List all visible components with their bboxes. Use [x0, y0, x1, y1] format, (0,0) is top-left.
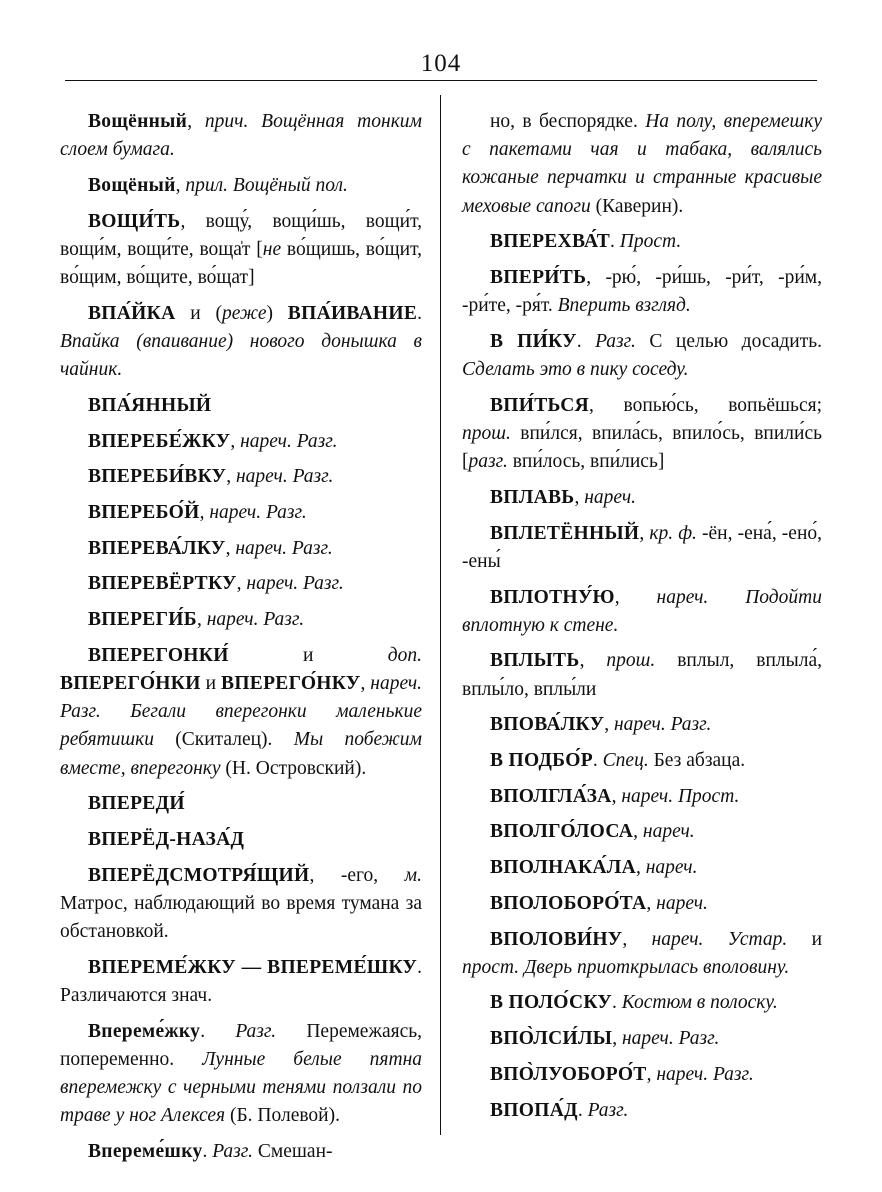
italic-text: нареч. Разг. — [246, 573, 344, 595]
entry-text: , — [199, 501, 210, 523]
entry-text: , — [604, 714, 614, 736]
dictionary-entry — [60, 570, 422, 598]
entry-text: и — [787, 928, 823, 950]
italic-text: прост. Дверь приоткрылась вполовину. — [462, 956, 790, 978]
headword: ВПЕРЁД-НАЗА́Д — [88, 828, 245, 850]
dictionary-entry — [462, 1061, 822, 1089]
italic-text: Сделать это в пику соседу. — [462, 359, 689, 381]
headword: ВПЛАВЬ — [490, 486, 575, 508]
entry-text: . — [592, 750, 603, 772]
italic-text: доп. — [387, 644, 422, 666]
headword: ВПОЛОБОРО́ТА — [490, 892, 647, 914]
column-divider — [440, 95, 441, 1135]
italic-text: Прост. — [619, 231, 682, 253]
entry-text: во́щишь, во́щит, во́щим, во́щите, во́щат] — [60, 238, 422, 289]
entry-text: . — [577, 1099, 588, 1121]
headword: ВПЕРЕБИ́ВКУ — [88, 466, 227, 488]
headword: ВПЛЕТЁННЫЙ — [490, 522, 640, 544]
entry-text: Матрос, наблюдающий во время тумана за обстановкой. — [60, 892, 422, 943]
entry-text: , — [360, 672, 371, 694]
dictionary-entry — [60, 1018, 422, 1131]
entry-text: (Б. Полевой). — [225, 1105, 340, 1127]
dictionary-entry — [462, 484, 822, 512]
entry-text: . — [200, 1020, 236, 1042]
dictionary-entry — [462, 264, 822, 320]
header-rule — [65, 80, 817, 81]
left-column — [60, 108, 422, 1174]
entry-text: и ( — [175, 302, 223, 324]
entry-text: , -его, — [309, 864, 405, 886]
italic-text: Мы побежим вместе, вперегонку — [60, 729, 422, 779]
headword: ВПОЛОВИ́НУ — [490, 928, 623, 950]
dictionary-entry — [462, 890, 822, 918]
dictionary-entry — [462, 854, 822, 882]
entry-text: (Каверин). — [590, 195, 684, 217]
dictionary-entry — [60, 606, 422, 634]
entry-text: , вощу́, вощи́шь, вощи́т, вощи́м, вощи́те, вощa̍т [ — [60, 210, 422, 260]
entry-text: впи́лось, впи́лись] — [507, 451, 665, 473]
italic-text: Спец. — [602, 750, 649, 772]
dictionary-entry — [60, 790, 422, 818]
entry-text: -ён, -ена́, -ено́, -ены́ — [462, 522, 823, 572]
headword: Впереме́жку — [88, 1020, 201, 1042]
headword: ВПЕРЕГО́НКУ — [221, 672, 361, 694]
page-number: 104 — [420, 50, 462, 77]
headword: ВПЕРЕБО́Й — [88, 501, 200, 523]
dictionary-entry — [60, 108, 422, 164]
dictionary-entry — [60, 862, 422, 947]
dictionary-entry — [462, 328, 822, 384]
entry-text: , — [646, 1063, 657, 1085]
dictionary-entry — [462, 392, 822, 477]
italic-text: нареч. Устар. — [651, 928, 788, 950]
entry-text: ) — [266, 302, 288, 324]
dictionary-entry — [462, 647, 822, 703]
headword: В ПОЛО́СКУ — [490, 992, 613, 1014]
italic-text: Разг. — [595, 330, 636, 352]
headword: Впереме́шку — [88, 1141, 203, 1162]
italic-text: прич. Вощённая тонким слоем бумага. — [60, 111, 423, 161]
right-column — [462, 108, 822, 1132]
dictionary-entry — [60, 300, 422, 385]
italic-text: нареч. — [642, 821, 695, 843]
headword: ВОЩИ́ТЬ — [88, 210, 181, 232]
entry-text: впи́лся, впила́сь, впило́сь, впили́сь [ — [462, 423, 822, 473]
italic-text: нареч. Разг. — [235, 537, 333, 559]
headword: ВПЛЫТЬ — [490, 650, 580, 672]
italic-text: прош. — [462, 423, 511, 445]
dictionary-entry — [462, 1025, 822, 1053]
entry-text: Смешан- — [253, 1141, 333, 1162]
dictionary-entry — [462, 711, 822, 739]
entry-text: , -рю́, -ри́шь, -ри́т, -ри́м, -ри́те, -ря́т. — [462, 267, 822, 317]
headword: ВПЕРЕВЁРТКУ — [88, 573, 237, 595]
dictionary-entry — [462, 520, 822, 576]
italic-text: Разг. — [212, 1141, 254, 1162]
italic-text: реже — [222, 302, 267, 324]
italic-text: кр. ф. — [649, 522, 697, 544]
italic-text: нареч. Разг. Бегали вперегонки маленькие ребятишки — [60, 672, 423, 751]
headword: ВПЕРЕВА́ЛКУ — [88, 537, 226, 559]
dictionary-entry — [462, 228, 822, 256]
entry-text: , — [646, 892, 657, 914]
italic-text: нареч. Разг. — [206, 609, 305, 631]
dictionary-entry — [462, 818, 822, 846]
headword: ВПЕРЕМЕ́ЖКУ — ВПЕРЕМЕ́ШКУ — [88, 956, 418, 978]
headword: Вощёный — [88, 174, 176, 196]
headword: В ПИ́КУ — [490, 330, 577, 352]
dictionary-entry — [462, 108, 822, 221]
italic-text: разг. — [468, 451, 508, 473]
dictionary-entry — [462, 1097, 822, 1125]
dictionary-entry — [462, 747, 822, 775]
entry-text: Перемежаясь, попеременно. — [60, 1020, 422, 1070]
dictionary-entry — [462, 783, 822, 811]
italic-text: нареч. — [584, 486, 636, 508]
entry-text: но, в беспорядке. — [490, 111, 646, 132]
headword: Вощённый — [88, 111, 188, 132]
headword: ВПО̀ЛСИ́ЛЫ — [490, 1028, 613, 1050]
headword: ВПА́ЙКА — [88, 302, 176, 324]
italic-text: Разг. — [235, 1020, 277, 1042]
italic-text: Вперить взгляд. — [557, 295, 691, 317]
italic-text: прил. Вощёный пол. — [185, 174, 348, 196]
headword: ВПЕРЕГО́НКИ — [60, 672, 201, 694]
dictionary-entry — [60, 392, 422, 420]
dictionary-entry — [60, 172, 422, 200]
headword: ВПИ́ТЬСЯ — [490, 394, 590, 416]
headword: ВПЕРИ́ТЬ — [490, 267, 587, 289]
entry-text: , — [196, 609, 207, 631]
entry-text: и — [228, 644, 388, 666]
italic-text: Впайка (впаивание) нового донышка в чайник. — [60, 330, 422, 381]
italic-text: нареч. Разг. — [656, 1063, 754, 1085]
entry-text: , — [622, 928, 652, 950]
italic-text: Разг. — [587, 1099, 629, 1121]
italic-text: нареч. — [656, 892, 708, 914]
entry-text: . — [612, 992, 622, 1014]
italic-text: нареч. Разг. — [240, 430, 338, 452]
italic-text: нареч. Разг. — [621, 1028, 720, 1050]
dictionary-entry — [60, 499, 422, 527]
headword: ВПОЛНАКА́ЛА — [490, 857, 636, 879]
headword: ВПЕРЕГИ́Б — [88, 609, 197, 631]
entry-text: Без абзаца. — [648, 750, 746, 772]
dictionary-entry — [462, 989, 822, 1017]
headword: ВПЕРЕХВА́Т — [490, 231, 611, 253]
dictionary-entry — [462, 584, 822, 640]
entry-text: , — [614, 586, 657, 608]
headword: ВПЛОТНУ́Ю — [490, 586, 615, 608]
italic-text: На полу, вперемешку с пакетами чая и табака, валялись кожаные перчатки и странные красивые меховые сапоги — [462, 111, 822, 217]
dictionary-entry — [60, 535, 422, 563]
entry-text: , — [187, 111, 205, 132]
italic-text: нареч. — [645, 857, 698, 879]
headword: ВПО̀ЛУОБОРО́Т — [490, 1063, 647, 1085]
headword: ВПЕРЕДИ́ — [88, 793, 185, 815]
entry-text: , — [612, 1028, 622, 1050]
entry-text: С целью досадить. — [635, 330, 823, 352]
headword: ВПОЛГО́ЛОСА — [490, 821, 634, 843]
headword: ВПА́ИВАНИЕ — [287, 302, 418, 324]
italic-text: Костюм в полоску. — [621, 992, 778, 1014]
entry-text: , — [639, 522, 650, 544]
entry-text: . — [610, 231, 620, 253]
italic-text: Лунные белые пятна вперемежку с черными тенями ползали по траве у ног Алексея — [60, 1048, 422, 1127]
entry-text: и — [200, 672, 222, 694]
italic-text: м. — [404, 864, 422, 886]
entry-text: (Скиталец). — [153, 729, 294, 751]
italic-text: прош. — [606, 650, 656, 672]
headword: ВПОЛГЛА́ЗА — [490, 785, 612, 807]
entry-text: . Различаются знач. — [60, 956, 422, 1006]
entry-text: , вопью́сь, вопьёшься; — [589, 394, 822, 416]
dictionary-entry — [60, 954, 422, 1010]
entry-text: , — [635, 857, 646, 879]
dictionary-entry — [60, 428, 422, 456]
headword: ВПОПА́Д — [490, 1099, 578, 1121]
entry-text: , — [611, 785, 622, 807]
dictionary-entry — [60, 1138, 422, 1166]
italic-text: нареч. Разг. — [613, 714, 712, 736]
dictionary-entry — [60, 826, 422, 854]
dictionary-entry — [462, 926, 822, 982]
entry-text: , — [579, 650, 607, 672]
headword: ВПЕРЕГОНКИ́ — [88, 644, 229, 666]
entry-text: вплыл, вплыла́, вплы́ло, вплы́ли — [462, 650, 822, 700]
entry-text: (Н. Островский). — [220, 757, 367, 779]
entry-text: , — [230, 430, 241, 452]
italic-text: нареч. Прост. — [621, 785, 740, 807]
entry-text: . — [417, 302, 422, 324]
italic-text: не — [262, 238, 282, 260]
dictionary-entry — [60, 208, 422, 293]
headword: ВПА́ЯННЫЙ — [88, 394, 212, 416]
headword: В ПОДБО́Р — [490, 750, 593, 772]
headword: ВПЕРЁДСМОТРЯ́ЩИЙ — [88, 864, 310, 886]
entry-text: . — [202, 1141, 213, 1162]
entry-text: , — [226, 466, 236, 488]
italic-text: нареч. Разг. — [209, 501, 307, 523]
entry-text: , — [236, 573, 247, 595]
entry-text: , — [574, 486, 585, 508]
italic-text: нареч. Разг. — [235, 466, 334, 488]
entry-text: . — [576, 330, 596, 352]
dictionary-entry — [60, 463, 422, 491]
italic-text: нареч. Подойти вплотную к стене. — [462, 586, 822, 636]
entry-text: , — [633, 821, 643, 843]
headword: ВПЕРЕБЕ́ЖКУ — [88, 430, 231, 452]
entry-text: , — [175, 174, 186, 196]
headword: ВПОВА́ЛКУ — [490, 714, 605, 736]
entry-text: , — [225, 537, 236, 559]
dictionary-entry — [60, 642, 422, 783]
